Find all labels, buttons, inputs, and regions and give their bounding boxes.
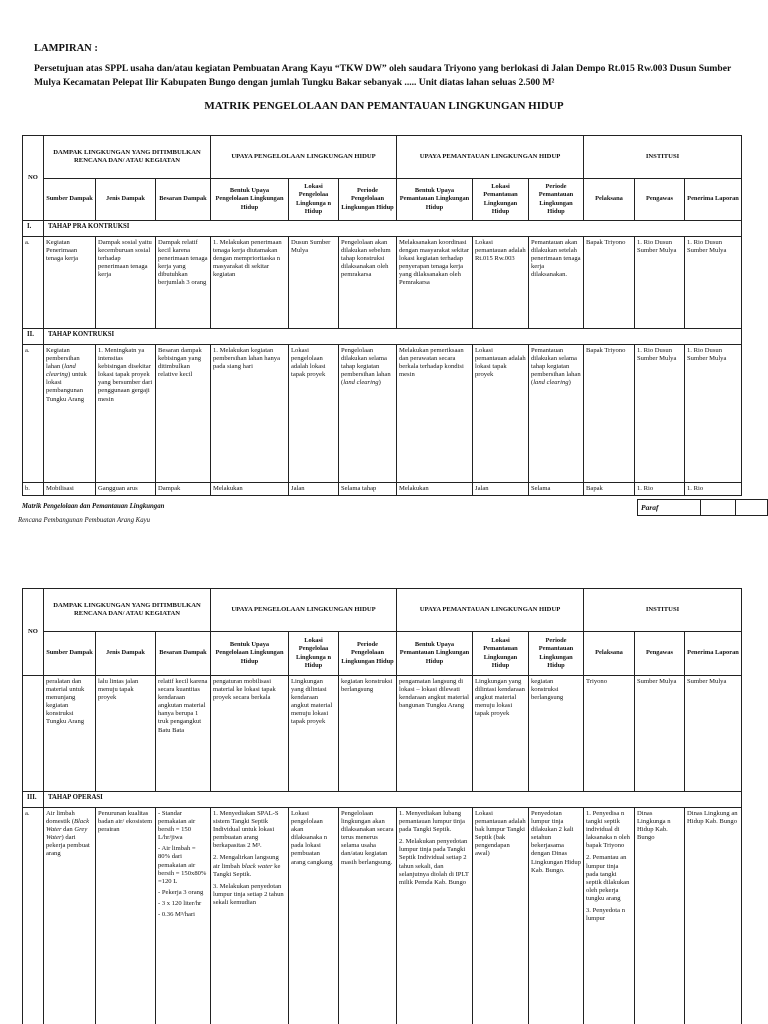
cell-jenis: 1. Meningkatn ya intensitas kebisingan disekitar lokasi tapak proyek yang bersumber dari penggunaan gergaji mesin [96, 345, 156, 483]
header-bentuk-pengelolaan: Bentuk Upaya Pengelolaan Lingkungan Hidup [211, 179, 289, 221]
cell-periode: Pengelolaan dilakukan selama tahap kegiatan pembersihan lahan (land clearing) [339, 345, 397, 483]
row-number: a. [23, 237, 44, 329]
cell-pelaksana: Bapak [584, 483, 635, 496]
cell-bentuk-pengelolaan: Melakukan [211, 483, 289, 496]
cell-penerima: Dinas Lingkung an Hidup Kab. Bungo [685, 808, 742, 1024]
header-periode-pengelolaan: Periode Pengelolaan Lingkungan Hidup [339, 632, 397, 676]
section-title: TAHAP PRA KONTRUKSI [44, 221, 742, 237]
header-bentuk-pemantauan: Bentuk Upaya Pemantauan Lingkungan Hidup [397, 632, 473, 676]
header-periode-pemantauan: Periode Pemantauan Lingkungan Hidup [529, 632, 584, 676]
cell-pelaksana: Triyono [584, 676, 635, 792]
row-number [23, 676, 44, 792]
header-besaran: Besaran Dampak [156, 632, 211, 676]
header-lokasi-pengelolaan: Lokasi Pengelolaa Lingkunga n Hidup [289, 179, 339, 221]
cell-bentuk-pemantauan: Melakukan [397, 483, 473, 496]
cell-pelaksana: 1. Penyedisa n tangki septik individual di laksanaka n oleh bapak Triyono 2. Pemantau an lumpur tinja pada tangki septik dilakukan oleh pekerja tungku arang 3. Penyedota n lumpur [584, 808, 635, 1024]
section-title: TAHAP OPERASI [44, 792, 742, 808]
cell-bentuk-pengelolaan: 1. Melakukan penerimaan tenaga kerja diutamakan dengan memprioritaska n masyarakat di sekitar kegiatan [211, 237, 289, 329]
cell-sumber: Kegiatan Penerimaan tenaga kerja [44, 237, 96, 329]
header-penerima: Penerima Laporan [685, 632, 742, 676]
section-number: II. [23, 329, 44, 345]
cell-penerima: 1. Rio Dusun Sumber Mulya [685, 345, 742, 483]
cell-bentuk-pengelolaan: pengaturan mobilisasi material ke lokasi tapak proyek secara berkala [211, 676, 289, 792]
cell-jenis: lalu lintas jalan menuju tapak proyek [96, 676, 156, 792]
cell-besaran: - Standar pemakaian air bersih = 150 L/hr/jiwa - Air limbah = 80% dari pemakaian air bersih = 150x80% =120 L - Pekerja 3 orang - 3 x 120 liter/hr - 0.36 M³/hari [156, 808, 211, 1024]
paraf-box [637, 499, 768, 516]
matrix-table-page1 [22, 135, 742, 496]
header-upaya-pengelolaan: UPAYA PENGELOLAAN LINGKUNGAN HIDUP [211, 136, 397, 179]
footer-plan-label: Rencana Pembangunan Pembuatan Arang Kayu [18, 517, 151, 524]
cell-bentuk-pemantauan: Melakukan pemeriksaan dan perawatan secara berkala terhadap kondisi mesin [397, 345, 473, 483]
header-periode-pemantauan: Periode Pemantauan Lingkungan Hidup [529, 179, 584, 221]
cell-penerima: 1. Rio [685, 483, 742, 496]
cell-bentuk-pemantauan: 1. Menyediakan lubang pemantauan lumpur tinja pada Tangki Septik. 2. Melakukan penyedotan lumpur tinja pada Tangki Septik Individual setiap 2 tahun sekali, dan selanjutnya diolah di IPLT milik Pemda Kab. Bungo [397, 808, 473, 1024]
cell-penerima: Sumber Mulya [685, 676, 742, 792]
header-upaya-pemantauan: UPAYA PEMANTAUAN LINGKUNGAN HIDUP [397, 136, 584, 179]
cell-bentuk-pemantauan: pengamatan langsung di lokasi – lokasi dilewati kendaraan angkut material bangunan Tungku Arang [397, 676, 473, 792]
cell-besaran: relatif kecil karena secara kuantitas kendaraan angkutan material hanya berupa 1 truk pengangkut Batu Bata [156, 676, 211, 792]
cell-bentuk-pengelolaan: 1. Melakukan kegiatan pembersihan lahan hanya pada siang hari [211, 345, 289, 483]
header-upaya-pemantauan: UPAYA PEMANTAUAN LINGKUNGAN HIDUP [397, 589, 584, 632]
cell-bentuk-pemantauan: Melaksanakan koordinasi dengan masyarakat sekitar lokasi kegiatan terhadap penyerapan tenaga kerja yang dilaksanakan oleh Pemrakarsa [397, 237, 473, 329]
page-gap [0, 560, 768, 586]
cell-sumber: Mobilisasi [44, 483, 96, 496]
row-number: a. [23, 345, 44, 483]
header-dampak: DAMPAK LINGKUNGAN YANG DITIMBULKAN RENCANA DAN/ ATAU KEGIATAN [44, 136, 211, 179]
cell-periode-pemantauan: Selama [529, 483, 584, 496]
row-number: b. [23, 483, 44, 496]
header-pengawas: Pengawas [635, 632, 685, 676]
header-jenis: Jenis Dampak [96, 632, 156, 676]
cell-lokasi-pemantauan: Lingkungan yang dilintasi kendaraan angkut material menuju lokasi tapak proyek [473, 676, 529, 792]
header-bentuk-pengelolaan: Bentuk Upaya Pengelolaan Lingkungan Hidup [211, 632, 289, 676]
cell-periode-pemantauan: Pemantauan dilakukan selama tahap kegiatan pembersihan lahan (land clearing) [529, 345, 584, 483]
cell-periode-pemantauan: Pemantauan akan dilakukan setelah penerimaan tenaga kerja dilaksanakan. [529, 237, 584, 329]
cell-pelaksana: Bapak Triyono [584, 237, 635, 329]
header-pengawas: Pengawas [635, 179, 685, 221]
paraf-signature-cell [735, 500, 768, 516]
cell-jenis: Penurunan kualitas badan air/ ekosistem perairan [96, 808, 156, 1024]
cell-lokasi-pemantauan: Lokasi pemantauan adalah bak lumpur Tangki Septik (bak pengendapan awal) [473, 808, 529, 1024]
header-besaran: Besaran Dampak [156, 179, 211, 221]
cell-periode: Pengelolaan akan dilakukan sebelum tahap konstruksi dilaksanakan oleh pemrakarsa [339, 237, 397, 329]
header-lokasi-pemantauan: Lokasi Pemantauan Lingkungan Hidup [473, 179, 529, 221]
document-title: MATRIK PENGELOLAAN DAN PEMANTAUAN LINGKUNGAN HIDUP [204, 100, 564, 112]
cell-sumber: Kegiatan pembersihan lahan (land clearing) untuk lokasi pembangunan Tungku Arang [44, 345, 96, 483]
cell-lokasi: Lokasi pengelolaan akan dilaksanaka n pada lokasi pembuatan arang cangkang [289, 808, 339, 1024]
table-row [23, 676, 742, 792]
paraf-signature-cell [701, 500, 735, 516]
matrix-table-page2 [22, 588, 742, 1024]
table-row [23, 237, 742, 329]
row-number: a. [23, 808, 44, 1024]
cell-lokasi: Dusun Sumber Mulya [289, 237, 339, 329]
cell-sumber: peralatan dan material untuk menunjang kegiatan konstruksi Tungku Arang [44, 676, 96, 792]
header-pelaksana: Pelaksana [584, 179, 635, 221]
header-no: NO [23, 136, 44, 221]
cell-pelaksana: Bapak Triyono [584, 345, 635, 483]
cell-pengawas: Dinas Lingkunga n Hidup Kab. Bungo [635, 808, 685, 1024]
cell-lokasi: Lokasi pengelolaan adalah lokasi tapak proyek [289, 345, 339, 483]
cell-lokasi-pemantauan: Lokasi pemantauan adalah lokasi tapak proyek [473, 345, 529, 483]
cell-periode: kegiatan konstruksi berlangsung [339, 676, 397, 792]
cell-pengawas: 1. Rio [635, 483, 685, 496]
cell-periode: Selama tahap [339, 483, 397, 496]
cell-jenis: Dampak sosial yaitu kecemburuan sosial terhadap penerimaan tenaga kerja [96, 237, 156, 329]
cell-jenis: Gangguan arus [96, 483, 156, 496]
header-institusi: INSTITUSI [584, 136, 742, 179]
cell-bentuk-pengelolaan: 1. Menyediakan SPAL-S sistem Tangki Septik Individual untuk lokasi pembuatan arang berkapasitas 2 M³. 2. Mengalirkan langsung air limbah black water ke Tangki Septik. 3. Melakukan penyedotan lumpur tinja setiap 2 tahun sekali kemudian [211, 808, 289, 1024]
header-sumber: Sumber Dampak [44, 179, 96, 221]
document-page-2 [0, 586, 768, 1024]
cell-penerima: 1. Rio Dusun Sumber Mulya [685, 237, 742, 329]
header-dampak: DAMPAK LINGKUNGAN YANG DITIMBULKAN RENCANA DAN/ ATAU KEGIATAN [44, 589, 211, 632]
section-number: III. [23, 792, 44, 808]
header-upaya-pengelolaan: UPAYA PENGELOLAAN LINGKUNGAN HIDUP [211, 589, 397, 632]
cell-besaran: Dampak [156, 483, 211, 496]
cell-periode-pemantauan: kegiatan konstruksi berlangsung [529, 676, 584, 792]
cell-lokasi: Lingkungan yang dilintasi kendaraan angkut material menuju lokasi tapak proyek [289, 676, 339, 792]
header-penerima: Penerima Laporan [685, 179, 742, 221]
footer-matrix-label: Matrik Pengelolaan dan Pemantauan Lingkungan [22, 503, 165, 510]
lampiran-label: LAMPIRAN : [34, 43, 98, 54]
paraf-label: Paraf [638, 500, 701, 516]
cell-lokasi: Jalan [289, 483, 339, 496]
cell-periode: Pengelolaan lingkungan akan dilaksanakan secara terus menerus selama usaha dan/atau kegiatan masih berlangsung. [339, 808, 397, 1024]
cell-sumber: Air limbah domestik (Black Water dan Grey Water) dari pekerja pembuat arang [44, 808, 96, 1024]
header-pelaksana: Pelaksana [584, 632, 635, 676]
header-lokasi-pemantauan: Lokasi Pemantauan Lingkungan Hidup [473, 632, 529, 676]
intro-paragraph: Persetujuan atas SPPL usaha dan/atau kegiatan Pembuatan Arang Kayu “TKW DW” oleh saudara Triyono yang berlokasi di Jalan Dempo Rt.015 Rw.003 Dusun Sumber Mulya Kecamatan Pelepat Ilir Kabupaten Bungo dengan jumlah Tungku Bakar sebanyak ..... Unit diatas lahan seluas 2.500 M² [34, 63, 732, 88]
table-row [23, 345, 742, 483]
table-row [23, 483, 742, 496]
cell-lokasi-pemantauan: Lokasi pemantauan adalah Rt.015 Rw.003 [473, 237, 529, 329]
cell-pengawas: Sumber Mulya [635, 676, 685, 792]
section-number: I. [23, 221, 44, 237]
section-title: TAHAP KONTRUKSI [44, 329, 742, 345]
header-jenis: Jenis Dampak [96, 179, 156, 221]
table-row [23, 808, 742, 1024]
header-periode-pengelolaan: Periode Pengelolaan Lingkungan Hidup [339, 179, 397, 221]
cell-pengawas: 1. Rio Dusun Sumber Mulya [635, 345, 685, 483]
cell-besaran: Dampak relatif kecil karena penerimaan tenaga kerja yang dibutuhkan berjumlah 3 orang [156, 237, 211, 329]
header-no: NO [23, 589, 44, 676]
cell-lokasi-pemantauan: Jalan [473, 483, 529, 496]
header-sumber: Sumber Dampak [44, 632, 96, 676]
cell-besaran: Besaran dampak kebisingan yang ditimbulkan relative kecil [156, 345, 211, 483]
header-lokasi-pengelolaan: Lokasi Pengelolaa Lingkunga n Hidup [289, 632, 339, 676]
cell-pengawas: 1. Rio Dusun Sumber Mulya [635, 237, 685, 329]
cell-periode-pemantauan: Penyedotan lumpur tinja dilakukan 2 kali setahun bekerjasama dengan Dinas Lingkungan Hidup Kab. Bungo. [529, 808, 584, 1024]
header-bentuk-pemantauan: Bentuk Upaya Pemantauan Lingkungan Hidup [397, 179, 473, 221]
header-institusi: INSTITUSI [584, 589, 742, 632]
